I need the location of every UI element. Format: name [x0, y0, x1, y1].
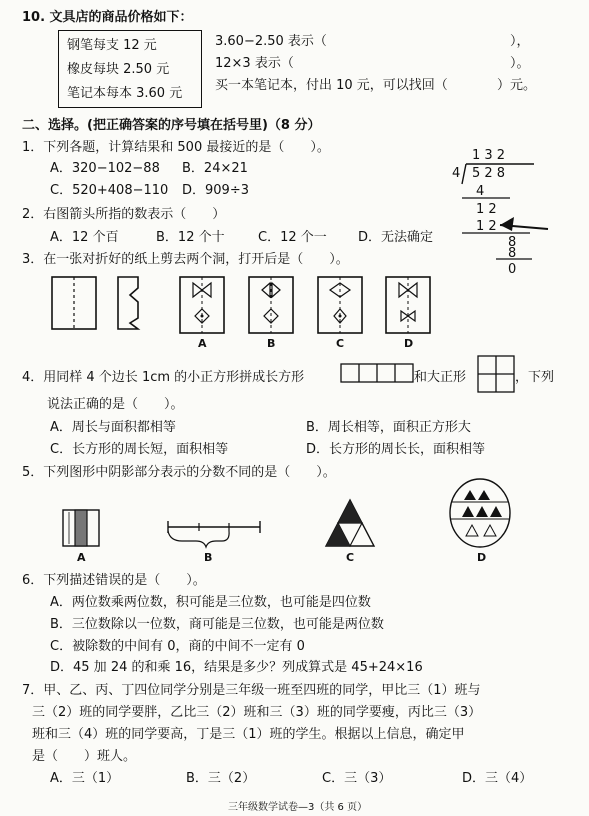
- q5-stem: 5．下列图形中阴影部分表示的分数不同的是（ ）。: [22, 465, 336, 480]
- division-divisor: 4: [452, 166, 461, 181]
- q7-option-b: B．三（2）: [186, 771, 256, 786]
- q1-option-c: C．520+408−110: [50, 183, 169, 198]
- q2-option-d: D．无法确定: [358, 230, 434, 245]
- q3-stem: 3．在一张对折好的纸上剪去两个洞，打开后是（ ）。: [22, 252, 349, 267]
- q1-option-b: B．24×21: [182, 161, 248, 176]
- price-notebook: 笔记本每本 3.60 元: [67, 86, 183, 101]
- q10-line1-a: 3.60−2.50 表示（: [215, 34, 327, 49]
- q5-label-d: D: [477, 551, 487, 564]
- q7-line4: 是（ ）班人。: [32, 749, 137, 764]
- division-row-8a: 8: [508, 235, 517, 250]
- q1-stem: 1．下列各题，计算结果和 500 最接近的是（ ）。: [22, 140, 330, 155]
- q7-line2: 三（2）班的同学要胖，乙比三（2）班和三（3）班的同学要瘦，丙比三（3）: [32, 705, 482, 720]
- price-eraser: 橡皮每块 2.50 元: [67, 62, 170, 77]
- q4-stem-part4: 说法正确的是（ ）。: [47, 397, 184, 412]
- q3-label-a: A: [198, 337, 207, 350]
- q4-option-d: D．长方形的周长长，面积相等: [306, 442, 486, 457]
- q6-option-a: A．两位数乘两位数，积可能是三位数，也可能是四位数: [50, 595, 371, 610]
- q2-option-b: B．12 个十: [156, 230, 225, 245]
- page-footer: 三年级数学试卷—3（共 6 页）: [228, 802, 368, 813]
- q7-line3: 班和三（4）班的同学要高，丁是三（1）班的学生。根据以上信息，确定甲: [32, 727, 465, 742]
- q5-label-a: A: [77, 551, 86, 564]
- q10-line1-b: ），: [510, 34, 530, 49]
- q7-option-d: D．三（4）: [462, 771, 533, 786]
- q3-label-b: B: [267, 337, 276, 350]
- division-row-8b: 8: [508, 246, 517, 261]
- section-2-heading: 二、选择。(把正确答案的序号填在括号里)（8 分）: [22, 118, 321, 133]
- q4-option-b: B．周长相等，面积正方形大: [306, 420, 471, 435]
- q4-stem-part1: 4．用同样 4 个边长 1cm 的小正方形拼成长方形: [22, 370, 305, 385]
- q3-label-c: C: [336, 337, 345, 350]
- q7-line1: 7．甲、乙、丙、丁四位同学分别是三年级一班至四班的同学，甲比三（1）班与: [22, 683, 481, 698]
- q7-option-c: C．三（3）: [322, 771, 392, 786]
- q4-option-a: A．周长与面积都相等: [50, 420, 176, 435]
- q6-option-b: B．三位数除以一位数，商可能是三位数，也可能是两位数: [50, 617, 384, 632]
- q7-option-a: A．三（1）: [50, 771, 120, 786]
- q2-stem: 2．右图箭头所指的数表示（ ）: [22, 207, 226, 222]
- q4-stem-part2: 和大正形: [414, 370, 467, 385]
- q6-option-d: D．45 加 24 的和乘 16，结果是多少？列成算式是 45+24×16: [50, 660, 423, 675]
- q10-line2-b: ）。: [510, 56, 530, 71]
- q4-stem-part3: ，下列: [515, 370, 555, 385]
- q1-option-a: A．320−102−88: [50, 161, 160, 176]
- q6-option-c: C．被除数的中间有 0，商的中间不一定有 0: [50, 639, 305, 654]
- q10-heading: 10. 文具店的商品价格如下：: [22, 10, 193, 25]
- q5-label-c: C: [346, 551, 355, 564]
- q10-line2-a: 12×3 表示（: [215, 56, 294, 71]
- division-row-4: 4: [476, 184, 485, 199]
- division-quotient: 1 3 2: [472, 148, 506, 163]
- q3-label-d: D: [404, 337, 414, 350]
- q10-line3-a: 买一本笔记本，付出 10 元，可以找回（: [215, 78, 448, 93]
- division-row-12a: 1 2: [476, 202, 497, 217]
- price-pen: 钢笔每支 12 元: [67, 38, 157, 53]
- q10-line3-b: ）元。: [497, 78, 537, 93]
- q5-label-b: B: [204, 551, 213, 564]
- q1-option-d: D．909÷3: [182, 183, 249, 198]
- q2-option-c: C．12 个一: [258, 230, 327, 245]
- q2-option-a: A．12 个百: [50, 230, 119, 245]
- q4-option-c: C．长方形的周长短，面积相等: [50, 442, 229, 457]
- division-row-0: 0: [508, 262, 517, 277]
- division-dividend: 5 2 8: [472, 166, 506, 181]
- division-row-12b: 1 2: [476, 219, 497, 234]
- q6-stem: 6．下列描述错误的是（ ）。: [22, 573, 206, 588]
